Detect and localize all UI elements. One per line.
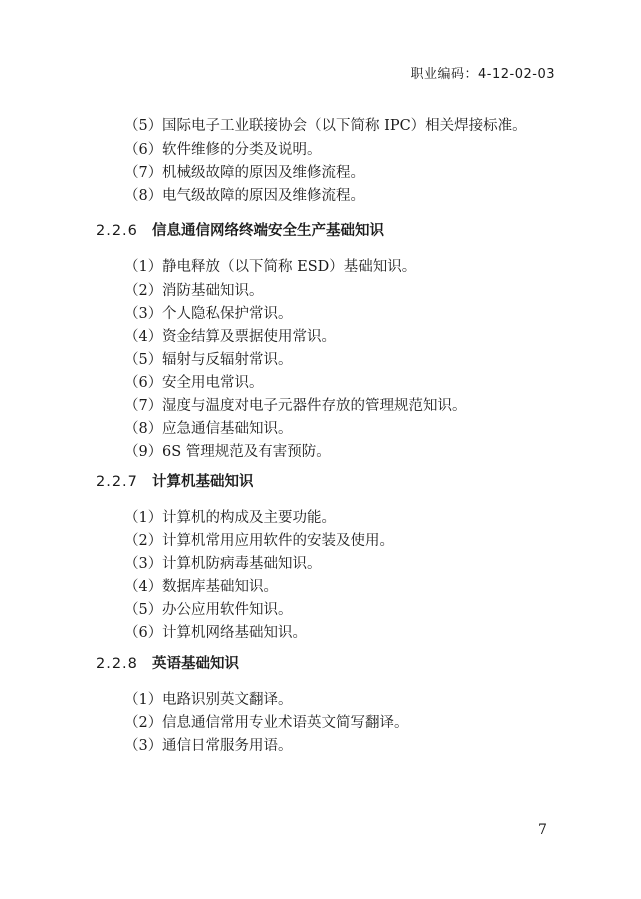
list-item: （2）信息通信常用专业术语英文简写翻译。 [124,715,409,731]
section-heading-2-2-6: 2.2.6 信息通信网络终端安全生产基础知识 [96,223,384,239]
list-item: （7）湿度与温度对电子元器件存放的管理规范知识。 [124,398,467,414]
page-number: 7 [538,822,547,838]
list-item: （4）资金结算及票据使用常识。 [124,329,336,345]
list-item: （1）静电释放（以下简称 ESD）基础知识。 [124,259,417,275]
list-item: （7）机械级故障的原因及维修流程。 [124,165,365,181]
list-item: （3）通信日常服务用语。 [124,738,293,754]
list-item: （2）计算机常用应用软件的安装及使用。 [124,533,394,549]
list-item: （2）消防基础知识。 [124,283,264,299]
list-item: （5）办公应用软件知识。 [124,602,293,618]
list-item: （6）计算机网络基础知识。 [124,625,307,641]
list-item: （6）安全用电常识。 [124,375,264,391]
list-item: （3）计算机防病毒基础知识。 [124,556,322,572]
list-item: （5）辐射与反辐射常识。 [124,352,293,368]
occupation-code: 职业编码：4-12-02-03 [410,67,555,82]
list-item: （5）国际电子工业联接协会（以下简称 IPC）相关焊接标准。 [124,118,527,134]
list-item: （8）电气级故障的原因及维修流程。 [124,188,365,204]
list-item: （6）软件维修的分类及说明。 [124,142,322,158]
section-heading-2-2-8: 2.2.8 英语基础知识 [96,656,239,672]
list-item: （1）电路识别英文翻译。 [124,692,293,708]
list-item: （4）数据库基础知识。 [124,579,278,595]
list-item: （9）6S 管理规范及有害预防。 [124,444,331,460]
list-item: （1）计算机的构成及主要功能。 [124,510,336,526]
list-item: （8）应急通信基础知识。 [124,421,293,437]
section-heading-2-2-7: 2.2.7 计算机基础知识 [96,474,254,490]
list-item: （3）个人隐私保护常识。 [124,306,293,322]
